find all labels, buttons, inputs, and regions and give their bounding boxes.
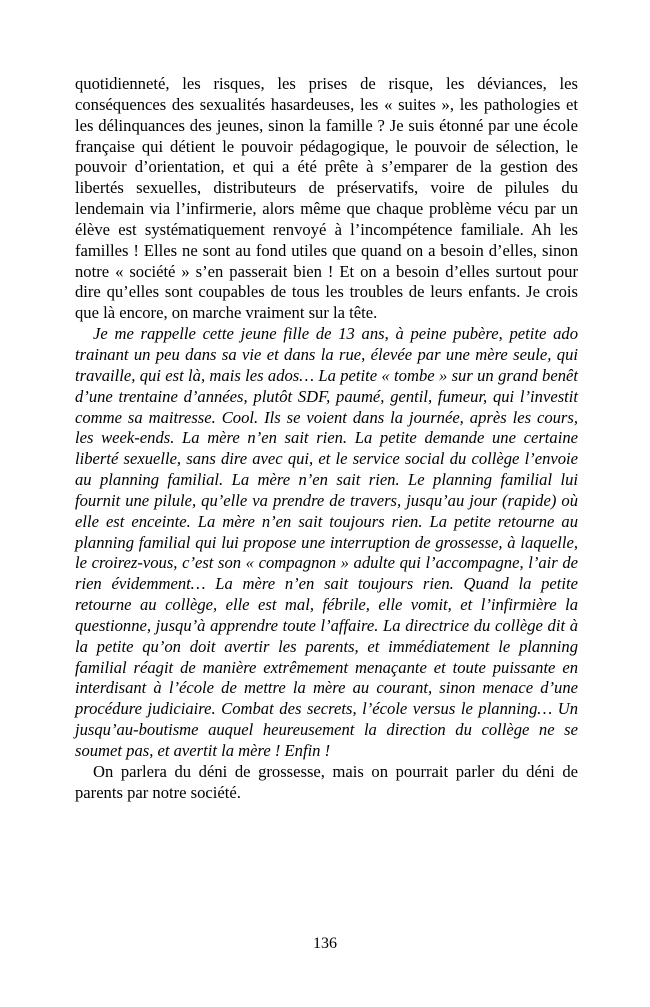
page-number: 136 xyxy=(313,935,337,952)
page-body xyxy=(75,74,578,804)
paragraph-1: quotidienneté, les risques, les prises de risque, les déviances, les conséquences des sexualités hasardeuses, les « suites », les pathologies et les délinquances des jeunes, sinon la famille ? Je suis étonné par une école française qui détient le pouvoir pédagogique, le pouvoir de sélection, le pouvoir d’orientation, et qui a été prête à s’emparer de la gestion des libertés sexuelles, distributeurs de préservatifs, voire de pilules du lendemain via l’infirmerie, alors même que chaque problème vécu par un élève est systématiquement renvoyé à l’incompétence familiale. Ah les familles ! Elles ne sont au fond utiles que quand on a besoin d’elles, sinon notre « société » s’en passerait bien ! Et on a besoin d’elles surtout pour dire qu’elles sont coupables de tous les troubles de leurs enfants. Je crois que là encore, on marche vraiment sur la tête. xyxy=(75,74,578,323)
paragraph-3: On parlera du déni de grossesse, mais on pourrait parler du déni de parents par notre société. xyxy=(75,761,578,802)
paragraph-2-anecdote: Je me rappelle cette jeune fille de 13 ans, à peine pubère, petite ado trainant un peu dans sa vie et dans la rue, élevée par une mère seule, qui travaille, qui est là, mais les ados… La petite « tombe » sur un grand benêt d’une trentaine d’années, plutôt SDF, paumé, gentil, fumeur, qui l’investit comme sa maitresse. Cool. Ils se voient dans la journée, après les cours, les week-ends. La mère n’en sait rien. La petite demande une certaine liberté sexuelle, sans dire avec qui, et le service social du collège l’envoie au planning familial. La mère n’en sait rien. Le planning familial lui fournit une pilule, qu’elle va prendre de travers, jusqu’au jour (rapide) où elle est enceinte. La mère n’en sait toujours rien. La petite retourne au planning familial qui lui propose une interruption de grossesse, à laquelle, le croirez-vous, c’est son « compagnon » adulte qui l’accompagne, l’air de rien évidemment… La mère n’en sait toujours rien. Quand la petite retourne au collège, elle est mal, fébrile, elle vomit, et l’infirmière la questionne, jusqu’à apprendre toute l’affaire. La directrice du collège dit à la petite qu’on doit avertir les parents, et immédiatement le planning familial réagit de manière extrêmement menaçante et toute puissante en interdisant à l’école de mettre la mère au courant, sinon menace d’une procédure judiciaire. Combat des secrets, l’école versus le planning… Un jusqu’au-boutisme auquel heureusement la direction du collège ne se soumet pas, et avertit la mère ! Enfin ! xyxy=(75,324,578,760)
